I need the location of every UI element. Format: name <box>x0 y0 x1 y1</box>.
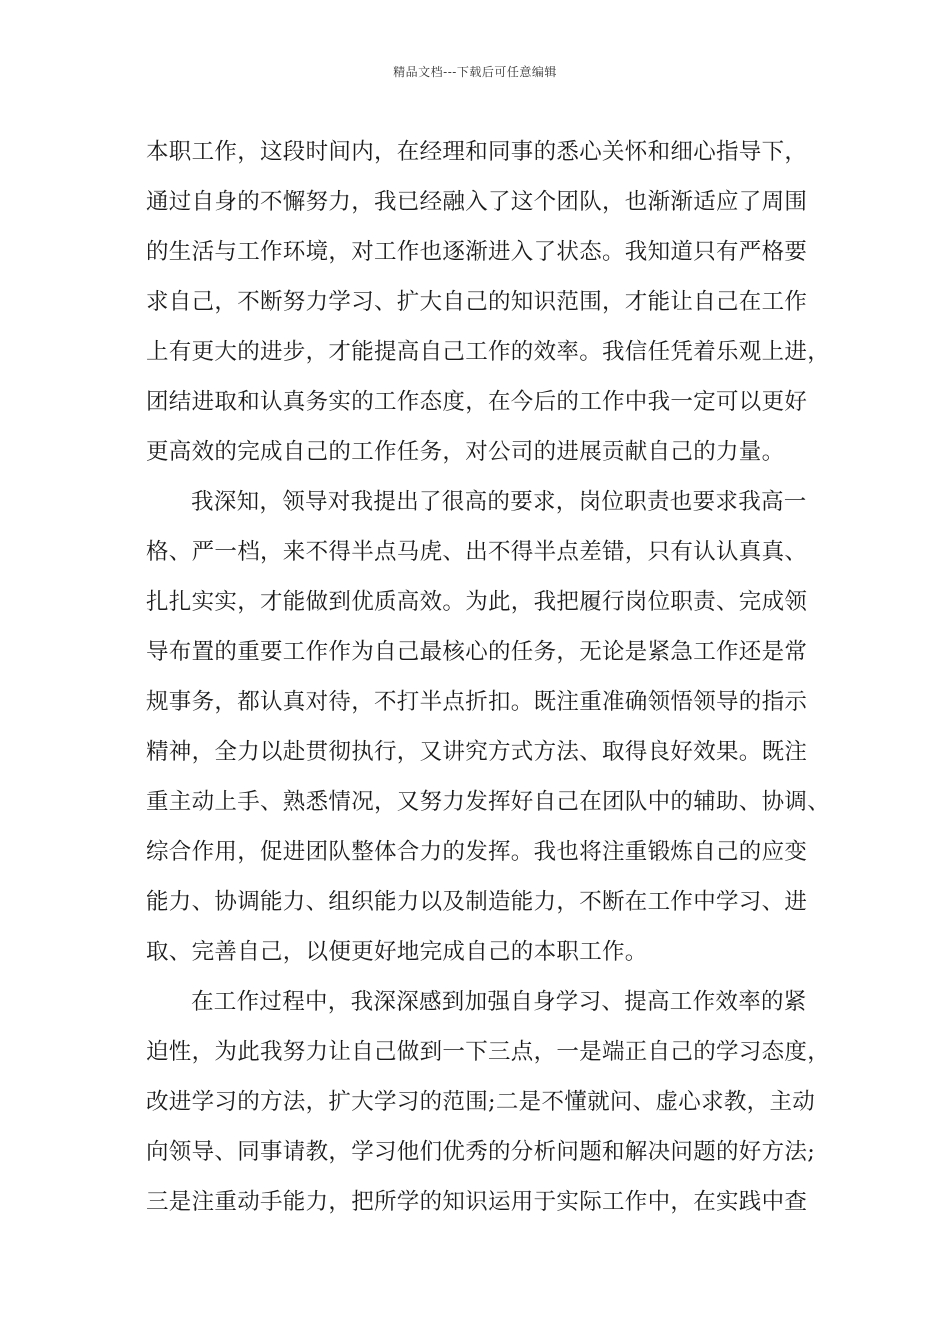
text-line: 导布置的重要工作作为自己最核心的任务，无论是紧急工作还是常 <box>146 639 808 665</box>
text-line: 能力、协调能力、组织能力以及制造能力，不断在工作中学习、进 <box>146 889 808 915</box>
paragraph-first-line: 在工作过程中，我深深感到加强自身学习、提高工作效率的紧 <box>191 989 807 1015</box>
text-line: 扎扎实实，才能做到优质高效。为此，我把履行岗位职责、完成领 <box>146 589 808 615</box>
text-line: 综合作用，促进团队整体合力的发挥。我也将注重锻炼自己的应变 <box>146 839 808 865</box>
text-line: 规事务，都认真对待，不打半点折扣。既注重准确领悟领导的指示 <box>146 689 808 715</box>
text-line: 迫性，为此我努力让自己做到一下三点，一是端正自己的学习态度， <box>146 1039 831 1065</box>
text-line: 改进学习的方法，扩大学习的范围;二是不懂就问、虚心求教，主动 <box>146 1089 816 1115</box>
text-line: 求自己，不断努力学习、扩大自己的知识范围，才能让自己在工作 <box>146 289 808 315</box>
text-line: 团结进取和认真务实的工作态度，在今后的工作中我一定可以更好 <box>146 389 808 415</box>
text-line: 更高效的完成自己的工作任务，对公司的进展贡献自己的力量。 <box>146 439 785 465</box>
paragraph-first-line: 我深知，领导对我提出了很高的要求，岗位职责也要求我高一 <box>191 489 807 515</box>
text-line: 取、完善自己，以便更好地完成自己的本职工作。 <box>146 939 648 965</box>
text-line: 精神，全力以赴贯彻执行，又讲究方式方法、取得良好效果。既注 <box>146 739 808 765</box>
text-line: 向领导、同事请教，学习他们优秀的分析问题和解决问题的好方法; <box>146 1139 816 1165</box>
text-line: 的生活与工作环境，对工作也逐渐进入了状态。我知道只有严格要 <box>146 239 808 265</box>
text-line: 重主动上手、熟悉情况，又努力发挥好自己在团队中的辅助、协调、 <box>146 789 831 815</box>
document-body <box>146 127 831 1227</box>
text-line: 通过自身的不懈努力，我已经融入了这个团队，也渐渐适应了周围 <box>146 189 808 215</box>
text-line: 三是注重动手能力，把所学的知识运用于实际工作中，在实践中查 <box>146 1189 808 1215</box>
text-line: 上有更大的进步，才能提高自己工作的效率。我信任凭着乐观上进， <box>146 339 831 365</box>
text-line: 本职工作，这段时间内，在经理和同事的悉心关怀和细心指导下， <box>146 139 808 165</box>
text-line: 格、严一档，来不得半点马虎、出不得半点差错，只有认认真真、 <box>146 539 808 565</box>
page-header: 精品文档---下载后可任意编辑 <box>393 65 557 79</box>
